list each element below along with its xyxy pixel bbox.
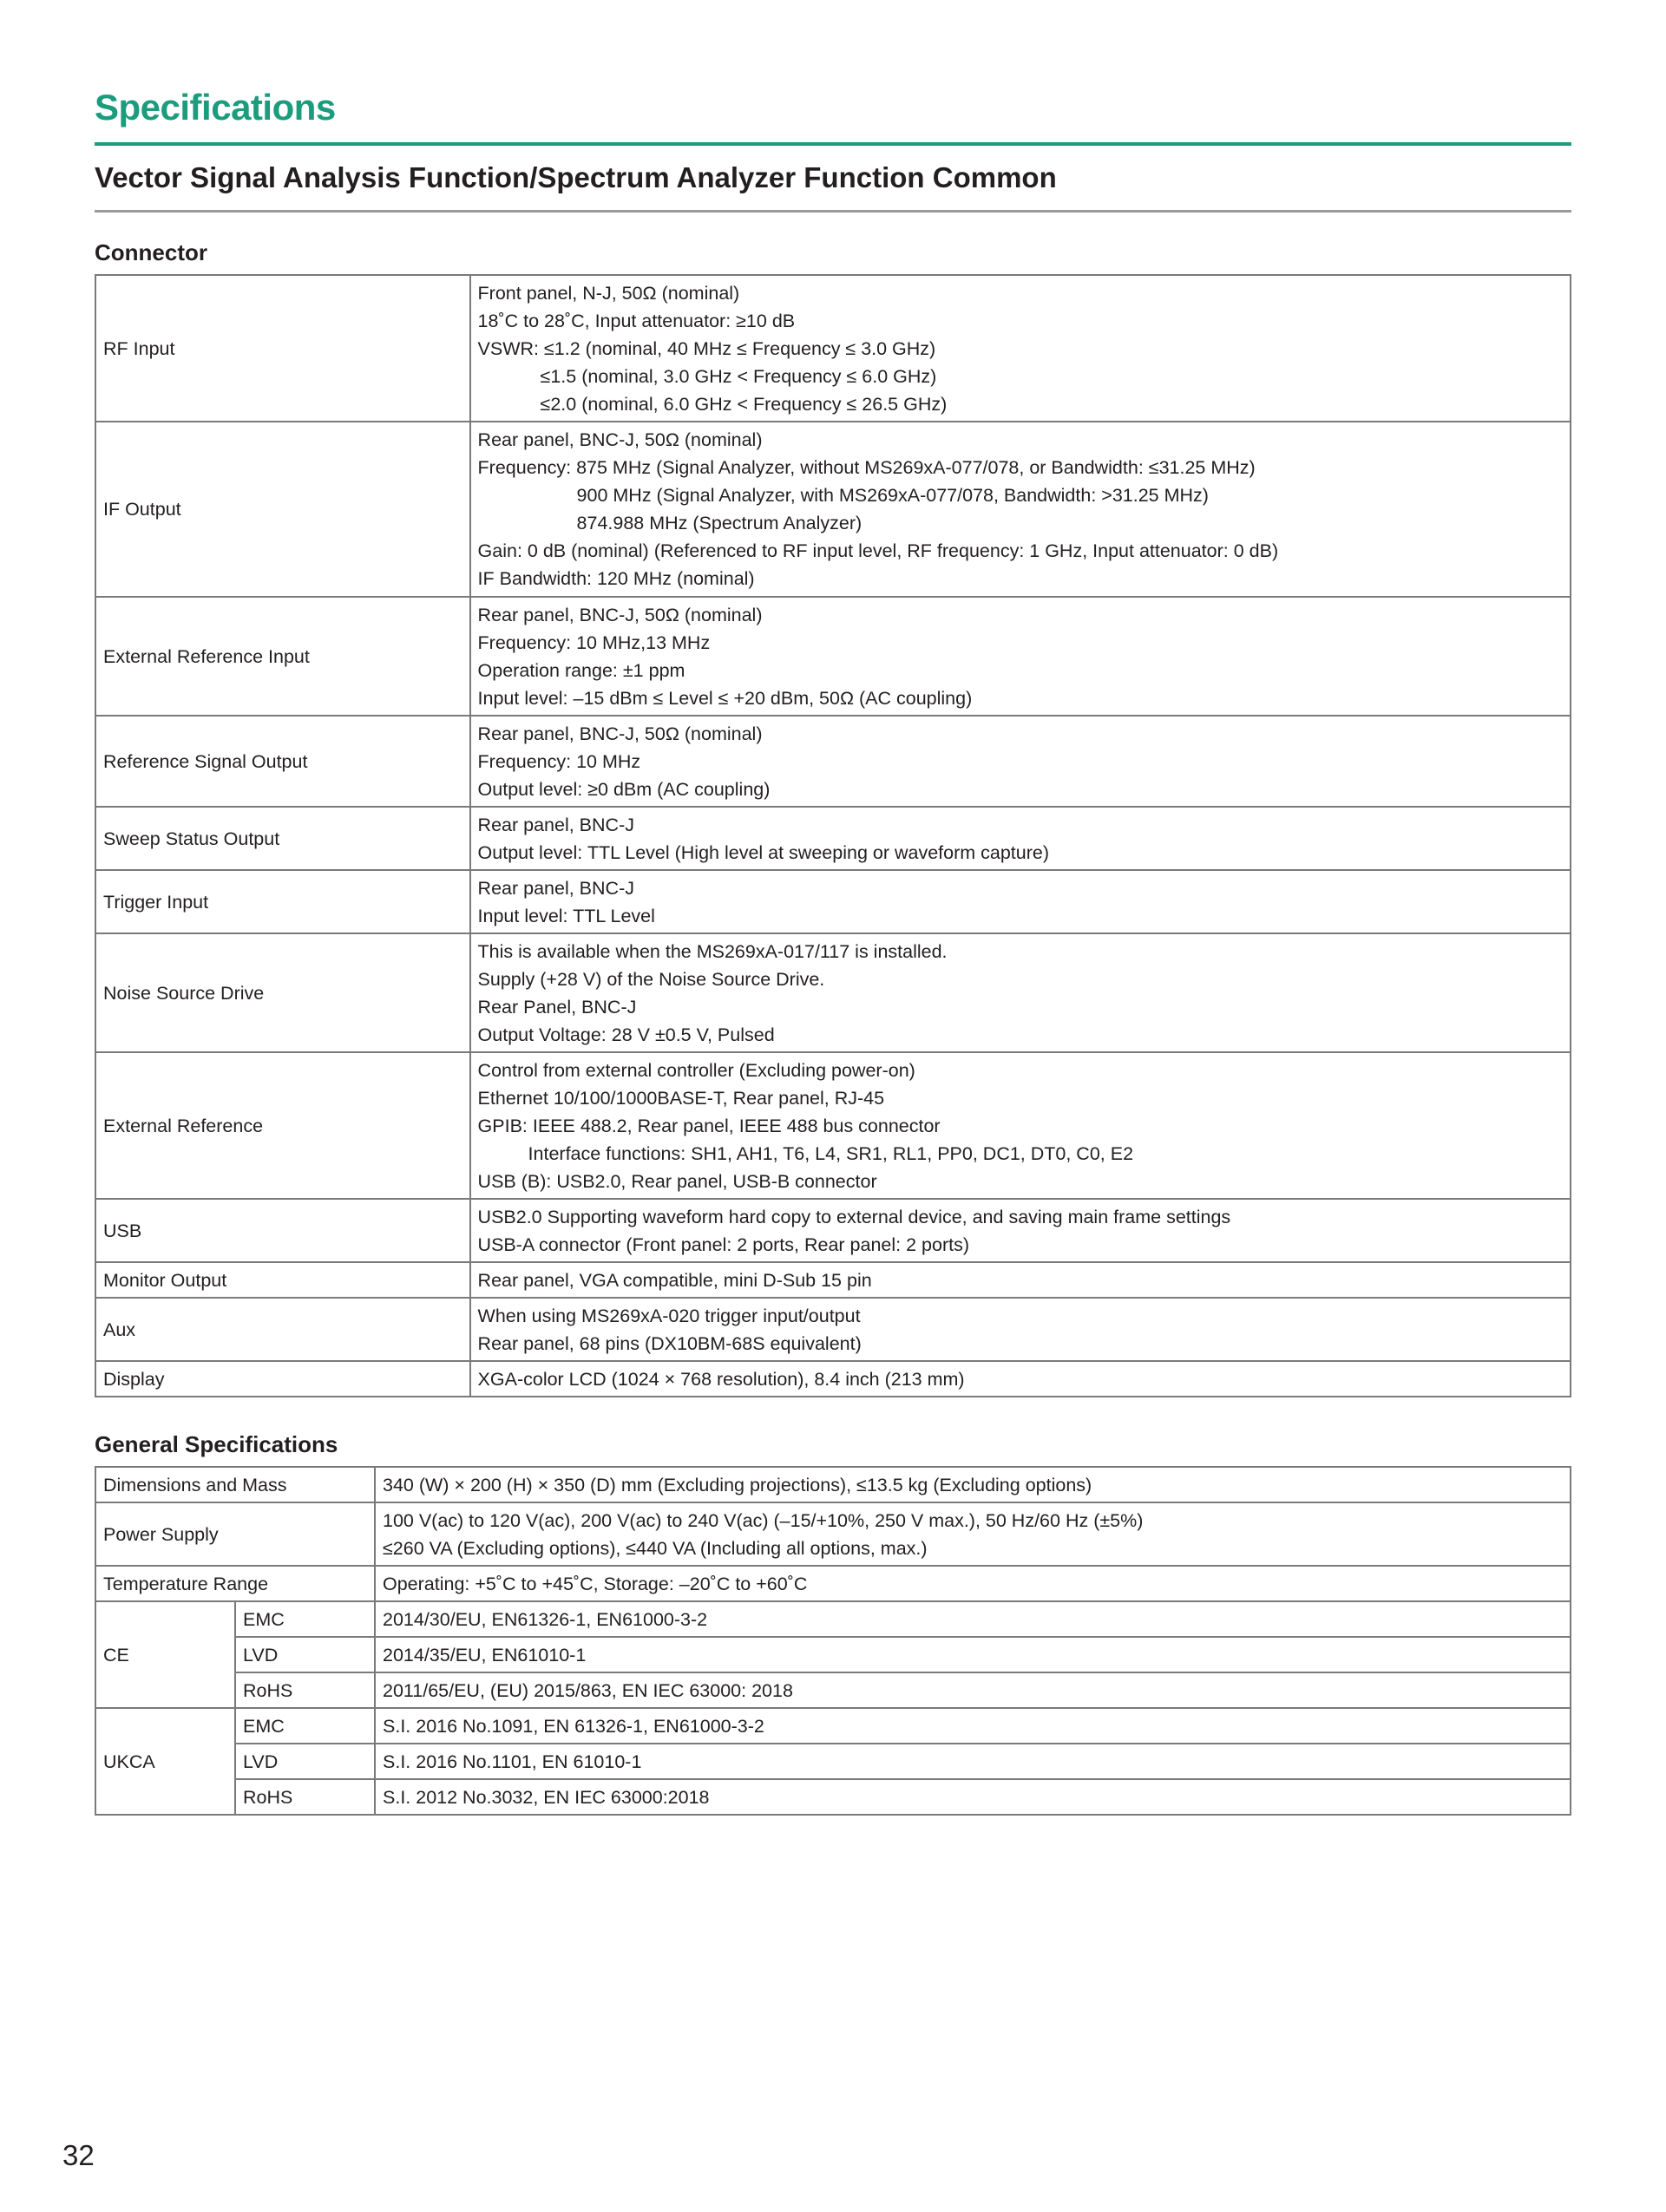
sub-label: LVD xyxy=(235,1637,375,1672)
value-line: USB-A connector (Front panel: 2 ports, Rear panel: 2 ports) xyxy=(477,1234,969,1255)
table-row xyxy=(95,275,1571,422)
row-value xyxy=(470,1199,1571,1262)
row-label: Power Supply xyxy=(95,1502,375,1566)
table-row xyxy=(95,1052,1571,1199)
value-line: Input level: TTL Level xyxy=(477,905,655,926)
row-label: Dimensions and Mass xyxy=(95,1467,375,1502)
row-value: 2014/30/EU, EN61326-1, EN61000-3-2 xyxy=(375,1601,1571,1637)
row-value xyxy=(375,1566,1571,1601)
table-row xyxy=(95,1637,1571,1672)
row-value xyxy=(470,1052,1571,1199)
value-line: 100 V(ac) to 120 V(ac), 200 V(ac) to 240 V(ac) (–15/+10%, 250 V max.), 50 Hz/60 Hz (±5%) xyxy=(383,1509,1144,1531)
table-row xyxy=(95,422,1571,597)
value-line: Rear Panel, BNC-J xyxy=(477,996,637,1018)
row-label: Temperature Range xyxy=(95,1566,375,1601)
row-label: Trigger Input xyxy=(95,870,470,933)
row-label: Monitor Output xyxy=(95,1262,470,1298)
value-line: Rear panel, VGA compatible, mini D-Sub 15 pin xyxy=(477,1269,872,1291)
value-line: 340 (W) × 200 (H) × 350 (D) mm (Excluding projections), ≤13.5 kg (Excluding options) xyxy=(383,1474,1092,1495)
row-label: USB xyxy=(95,1199,470,1262)
value-line: Gain: 0 dB (nominal) (Referenced to RF input level, RF frequency: 1 GHz, Input attenuator: 0 dB) xyxy=(477,540,1279,561)
value-line: Rear panel, BNC-J xyxy=(477,814,634,835)
row-label: External Reference Input xyxy=(95,597,470,716)
title-divider xyxy=(95,142,1571,146)
sub-label: RoHS xyxy=(235,1672,375,1708)
row-label: Noise Source Drive xyxy=(95,933,470,1052)
value-line: Output level: TTL Level (High level at sweeping or waveform capture) xyxy=(477,841,1049,863)
group-label-ce: CE xyxy=(95,1601,235,1708)
row-value: S.I. 2012 No.3032, EN IEC 63000:2018 xyxy=(375,1779,1571,1815)
row-value xyxy=(470,1361,1571,1397)
table-row xyxy=(95,1361,1571,1397)
value-line: Frequency: 875 MHz (Signal Analyzer, without MS269xA-077/078, or Bandwidth: ≤31.25 MHz) xyxy=(477,457,1256,478)
value-line: ≤1.5 (nominal, 3.0 GHz < Frequency ≤ 6.0 GHz) xyxy=(540,365,937,387)
general-specs-table xyxy=(95,1466,1571,1816)
value-line: ≤260 VA (Excluding options), ≤440 VA (Including all options, max.) xyxy=(383,1537,928,1559)
value-line: Front panel, N-J, 50Ω (nominal) xyxy=(477,282,740,304)
value-line: 18˚C to 28˚C, Input attenuator: ≥10 dB xyxy=(477,310,796,331)
page-number: 32 xyxy=(62,2139,95,2171)
table-row xyxy=(95,1262,1571,1298)
table-row xyxy=(95,933,1571,1052)
sub-label: RoHS xyxy=(235,1779,375,1815)
row-value xyxy=(470,275,1571,422)
row-label: RF Input xyxy=(95,275,470,422)
row-value xyxy=(470,422,1571,597)
row-value xyxy=(375,1502,1571,1566)
general-specs-heading: General Specifications xyxy=(95,1431,338,1457)
row-label: IF Output xyxy=(95,422,470,597)
table-row xyxy=(95,1672,1571,1708)
value-line: GPIB: IEEE 488.2, Rear panel, IEEE 488 bus connector xyxy=(477,1115,941,1136)
table-row xyxy=(95,1502,1571,1566)
table-row xyxy=(95,1467,1571,1502)
row-value: S.I. 2016 No.1091, EN 61326-1, EN61000-3-2 xyxy=(375,1708,1571,1744)
value-line: When using MS269xA-020 trigger input/output xyxy=(477,1305,861,1326)
value-line: Frequency: 10 MHz,13 MHz xyxy=(477,632,711,653)
row-value xyxy=(470,870,1571,933)
row-value xyxy=(470,716,1571,807)
row-label: Aux xyxy=(95,1298,470,1361)
value-line: Rear panel, BNC-J, 50Ω (nominal) xyxy=(477,723,763,744)
row-value xyxy=(470,933,1571,1052)
value-line: This is available when the MS269xA-017/117 is installed. xyxy=(477,940,948,962)
value-line: Frequency: 10 MHz xyxy=(477,750,641,772)
value-line: 900 MHz (Signal Analyzer, with MS269xA-077/078, Bandwidth: >31.25 MHz) xyxy=(576,485,1209,506)
table-row xyxy=(95,1199,1571,1262)
row-value xyxy=(470,597,1571,716)
table-row xyxy=(95,1298,1571,1361)
value-line: IF Bandwidth: 120 MHz (nominal) xyxy=(477,568,755,589)
section-divider xyxy=(95,210,1571,213)
value-line: Control from external controller (Excluding power-on) xyxy=(477,1059,915,1081)
row-value xyxy=(375,1467,1571,1502)
row-value: 2011/65/EU, (EU) 2015/863, EN IEC 63000: 2018 xyxy=(375,1672,1571,1708)
value-line: Rear panel, BNC-J, 50Ω (nominal) xyxy=(477,429,763,450)
table-row xyxy=(95,1779,1571,1815)
table-row xyxy=(95,807,1571,870)
value-line: Rear panel, BNC-J, 50Ω (nominal) xyxy=(477,604,763,625)
table-row xyxy=(95,870,1571,933)
connector-table xyxy=(95,274,1571,1397)
table-row xyxy=(95,597,1571,716)
value-line: 874.988 MHz (Spectrum Analyzer) xyxy=(576,513,863,533)
connector-heading: Connector xyxy=(95,239,207,265)
value-line: Interface functions: SH1, AH1, T6, L4, SR1, RL1, PP0, DC1, DT0, C0, E2 xyxy=(528,1142,1134,1164)
value-line: Supply (+28 V) of the Noise Source Drive. xyxy=(477,968,825,990)
value-line: Output Voltage: 28 V ±0.5 V, Pulsed xyxy=(477,1024,775,1045)
table-row xyxy=(95,1708,1571,1744)
value-line: USB2.0 Supporting waveform hard copy to external device, and saving main frame settings xyxy=(477,1206,1231,1227)
value-line: Output level: ≥0 dBm (AC coupling) xyxy=(477,778,771,800)
value-line: USB (B): USB2.0, Rear panel, USB-B connector xyxy=(477,1170,877,1192)
sub-label: EMC xyxy=(235,1601,375,1637)
sub-label: EMC xyxy=(235,1708,375,1744)
value-line: VSWR: ≤1.2 (nominal, 40 MHz ≤ Frequency ≤ 3.0 GHz) xyxy=(477,337,936,359)
table-row xyxy=(95,1601,1571,1637)
value-line: Rear panel, BNC-J xyxy=(477,877,634,899)
value-line: XGA-color LCD (1024 × 768 resolution), 8.4 inch (213 mm) xyxy=(477,1368,965,1390)
value-line: Ethernet 10/100/1000BASE-T, Rear panel, RJ-45 xyxy=(477,1087,885,1109)
value-line: Rear panel, 68 pins (DX10BM-68S equivalent) xyxy=(477,1332,862,1354)
row-label: External Reference xyxy=(95,1052,470,1199)
table-row xyxy=(95,1566,1571,1601)
section-title: Vector Signal Analysis Function/Spectrum Analyzer Function Common xyxy=(95,161,1057,193)
page-title: Specifications xyxy=(95,87,336,128)
row-value xyxy=(470,1262,1571,1298)
group-label-ukca: UKCA xyxy=(95,1708,235,1815)
row-value: S.I. 2016 No.1101, EN 61010-1 xyxy=(375,1744,1571,1779)
value-line: ≤2.0 (nominal, 6.0 GHz < Frequency ≤ 26.5 GHz) xyxy=(540,393,948,415)
row-value xyxy=(470,807,1571,870)
table-row xyxy=(95,716,1571,807)
value-line: Operating: +5˚C to +45˚C, Storage: –20˚C to +60˚C xyxy=(383,1573,808,1594)
row-value: 2014/35/EU, EN61010-1 xyxy=(375,1637,1571,1672)
row-label: Reference Signal Output xyxy=(95,716,470,807)
table-row xyxy=(95,1744,1571,1779)
row-value xyxy=(470,1298,1571,1361)
value-line: Input level: –15 dBm ≤ Level ≤ +20 dBm, 50Ω (AC coupling) xyxy=(477,687,973,709)
sub-label: LVD xyxy=(235,1744,375,1779)
row-label: Sweep Status Output xyxy=(95,807,470,870)
value-line: Operation range: ±1 ppm xyxy=(477,659,685,681)
row-label: Display xyxy=(95,1361,470,1397)
